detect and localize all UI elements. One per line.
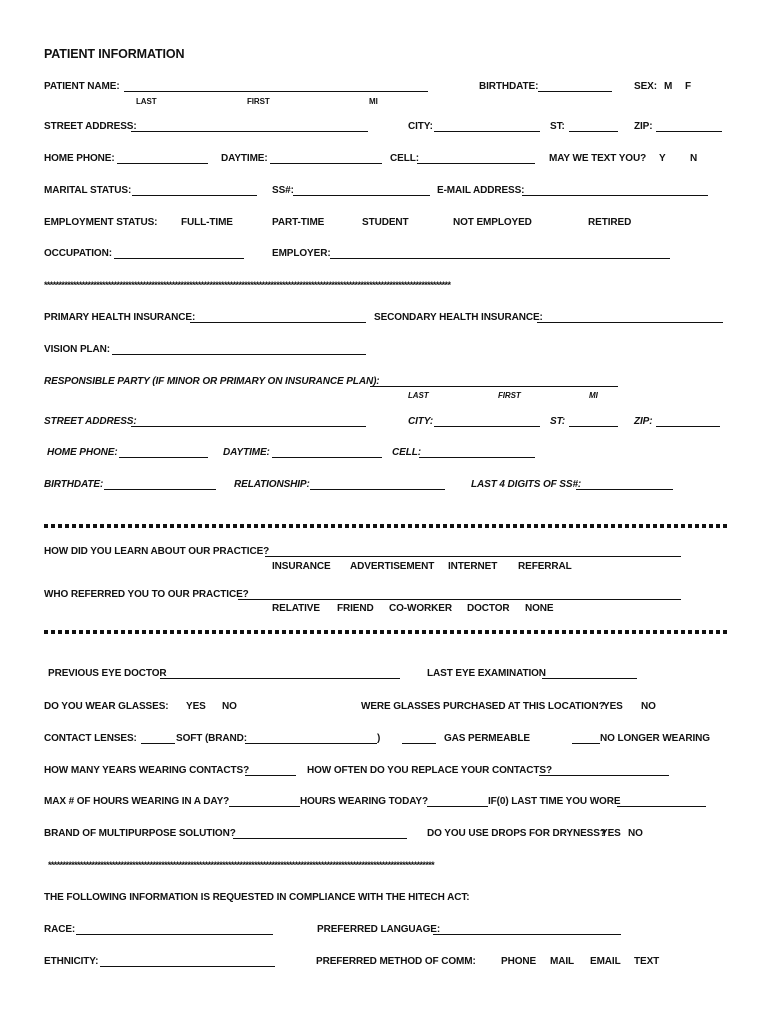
contact-lenses-label: CONTACT LENSES: [44,733,137,744]
page-title: PATIENT INFORMATION [44,47,185,61]
last-time-wore-field[interactable] [617,806,706,807]
text-option-yes[interactable]: Y [659,153,666,164]
responsible-party-label: RESPONSIBLE PARTY (IF MINOR OR PRIMARY ON INSURANCE PLAN): [44,376,380,387]
employer-label: EMPLOYER: [272,248,331,259]
name-sub-mi: MI [369,97,378,106]
home-phone-field[interactable] [117,163,208,164]
employment-not-employed[interactable]: NOT EMPLOYED [453,217,532,228]
referral-option-relative[interactable]: RELATIVE [272,603,320,614]
email-label: E-MAIL ADDRESS: [437,185,525,196]
glasses-purchased-yes[interactable]: YES [603,701,623,712]
soft-brand-field[interactable] [245,743,377,744]
drops-dryness-no[interactable]: NO [628,828,643,839]
employment-part-time[interactable]: PART-TIME [272,217,325,228]
sex-option-f[interactable]: F [685,81,692,92]
birthdate-field[interactable] [538,91,612,92]
sex-option-m[interactable]: M [664,81,673,92]
state-label: ST: [550,121,565,132]
replace-contacts-label: HOW OFTEN DO YOU REPLACE YOUR CONTACTS? [307,765,552,776]
soft-lens-check[interactable] [141,743,175,744]
responsible-party-name-field[interactable] [370,386,618,387]
star-divider: ************************************************************************************************************************************* [48,861,435,870]
resp-daytime-field[interactable] [272,457,382,458]
marital-status-label: MARITAL STATUS: [44,185,132,196]
resp-cell-label: CELL: [392,447,421,458]
employment-retired[interactable]: RETIRED [588,217,632,228]
glasses-purchased-no[interactable]: NO [641,701,656,712]
city-label: CITY: [408,121,433,132]
resp-state-label: ST: [550,416,566,427]
resp-relationship-label: RELATIONSHIP: [234,479,310,490]
ss-label: SS#: [272,185,294,196]
referred-by-field[interactable] [238,599,681,600]
state-field[interactable] [569,131,618,132]
referral-option-doctor[interactable]: DOCTOR [467,603,510,614]
daytime-field[interactable] [270,163,382,164]
name-sub-last: LAST [136,97,157,106]
drops-dryness-yes[interactable]: YES [601,828,621,839]
soft-brand-close: ) [377,733,381,744]
last-eye-exam-field[interactable] [542,678,637,679]
street-address-label: STREET ADDRESS: [44,121,137,132]
zip-field[interactable] [656,131,722,132]
cell-label: CELL: [390,153,419,164]
resp-sub-mi: MI [589,391,598,400]
no-longer-wearing-check[interactable] [572,743,600,744]
wear-glasses-no[interactable]: NO [222,701,237,712]
resp-zip-field[interactable] [656,426,720,427]
employment-student[interactable]: STUDENT [362,217,409,228]
secondary-insurance-label: SECONDARY HEALTH INSURANCE: [374,312,543,323]
comm-option-email[interactable]: EMAIL [590,956,621,967]
referral-option-none[interactable]: NONE [525,603,554,614]
resp-ss-label: LAST 4 DIGITS OF SS#: [471,479,582,490]
employer-field[interactable] [330,258,670,259]
dashed-divider [44,524,728,528]
resp-city-label: CITY: [408,416,434,427]
employment-full-time[interactable]: FULL-TIME [181,217,233,228]
hours-today-label: HOURS WEARING TODAY? [300,796,429,807]
resp-birthdate-field[interactable] [104,489,216,490]
solution-brand-field[interactable] [233,838,407,839]
email-field[interactable] [522,195,708,196]
learn-option-internet[interactable]: INTERNET [448,561,498,572]
referral-option-coworker[interactable]: CO-WORKER [389,603,452,614]
patient-name-field[interactable] [124,91,428,92]
replace-contacts-field[interactable] [539,775,669,776]
gas-permeable-check[interactable] [402,743,436,744]
vision-plan-field[interactable] [112,354,366,355]
resp-zip-label: ZIP: [634,416,653,427]
cell-field[interactable] [417,163,535,164]
hitech-notice: THE FOLLOWING INFORMATION IS REQUESTED IN COMPLIANCE WITH THE HITECH ACT: [44,892,470,903]
resp-home-phone-label: HOME PHONE: [47,447,118,458]
primary-insurance-field[interactable] [190,322,366,323]
solution-brand-label: BRAND OF MULTIPURPOSE SOLUTION? [44,828,236,839]
previous-eye-doctor-field[interactable] [160,678,400,679]
last-eye-exam-label: LAST EYE EXAMINATION [427,668,546,679]
ethnicity-field[interactable] [100,966,275,967]
resp-cell-field[interactable] [419,457,535,458]
years-wearing-field[interactable] [245,775,296,776]
wear-glasses-label: DO YOU WEAR GLASSES: [44,701,169,712]
gas-permeable-label: GAS PERMEABLE [444,733,530,744]
home-phone-label: HOME PHONE: [44,153,115,164]
resp-sub-first: FIRST [498,391,521,400]
birthdate-label: BIRTHDATE: [479,81,539,92]
sex-label: SEX: [634,81,657,92]
ss-field[interactable] [293,195,430,196]
learn-option-insurance[interactable]: INSURANCE [272,561,331,572]
occupation-field[interactable] [114,258,244,259]
resp-state-field[interactable] [569,426,618,427]
name-sub-first: FIRST [247,97,270,106]
wear-glasses-yes[interactable]: YES [186,701,206,712]
resp-birthdate-label: BIRTHDATE: [44,479,104,490]
resp-home-phone-field[interactable] [119,457,208,458]
employment-status-label: EMPLOYMENT STATUS: [44,217,158,228]
daytime-label: DAYTIME: [221,153,268,164]
years-wearing-label: HOW MANY YEARS WEARING CONTACTS? [44,765,250,776]
max-hours-label: MAX # OF HOURS WEARING IN A DAY? [44,796,230,807]
referred-by-label: WHO REFERRED YOU TO OUR PRACTICE? [44,589,249,600]
resp-ss-field[interactable] [576,489,673,490]
soft-brand-label: SOFT (BRAND: [176,733,248,744]
secondary-insurance-field[interactable] [537,322,723,323]
city-field[interactable] [434,131,540,132]
learn-about-practice-label: HOW DID YOU LEARN ABOUT OUR PRACTICE? [44,546,270,557]
resp-street-field[interactable] [131,426,366,427]
resp-street-label: STREET ADDRESS: [44,416,137,427]
comm-option-text[interactable]: TEXT [634,956,660,967]
max-hours-field[interactable] [229,806,300,807]
comm-option-mail[interactable]: MAIL [550,956,575,967]
occupation-label: OCCUPATION: [44,248,112,259]
resp-sub-last: LAST [408,391,429,400]
referral-option-friend[interactable]: FRIEND [337,603,374,614]
race-label: RACE: [44,924,76,935]
preferred-comm-label: PREFERRED METHOD OF COMM: [316,956,476,967]
text-permission-label: MAY WE TEXT YOU? [549,153,647,164]
resp-daytime-label: DAYTIME: [223,447,270,458]
ethnicity-label: ETHNICITY: [44,956,99,967]
star-divider: ******************************************************************************************************************************************** [44,281,451,290]
marital-status-field[interactable] [132,195,257,196]
race-field[interactable] [76,934,273,935]
vision-plan-label: VISION PLAN: [44,344,111,355]
street-address-field[interactable] [131,131,368,132]
glasses-purchased-label: WERE GLASSES PURCHASED AT THIS LOCATION? [361,701,605,712]
resp-relationship-field[interactable] [310,489,445,490]
hours-today-field[interactable] [427,806,488,807]
resp-city-field[interactable] [434,426,540,427]
no-longer-wearing-label: NO LONGER WEARING [600,733,710,744]
learn-option-advertisement[interactable]: ADVERTISEMENT [350,561,435,572]
preferred-language-field[interactable] [433,934,621,935]
last-time-wore-label: IF(0) LAST TIME YOU WORE [488,796,621,807]
zip-label: ZIP: [634,121,653,132]
learn-about-practice-field[interactable] [265,556,681,557]
primary-insurance-label: PRIMARY HEALTH INSURANCE: [44,312,196,323]
learn-option-referral[interactable]: REFERRAL [518,561,572,572]
patient-name-label: PATIENT NAME: [44,81,120,92]
preferred-language-label: PREFERRED LANGUAGE: [317,924,441,935]
dashed-divider [44,630,728,634]
comm-option-phone[interactable]: PHONE [501,956,537,967]
text-option-no[interactable]: N [690,153,698,164]
previous-eye-doctor-label: PREVIOUS EYE DOCTOR [48,668,167,679]
drops-dryness-label: DO YOU USE DROPS FOR DRYNESS? [427,828,606,839]
